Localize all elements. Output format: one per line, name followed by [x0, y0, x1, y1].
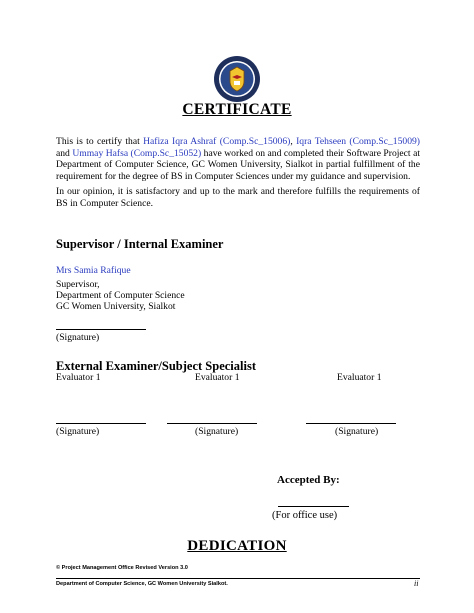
signature-label: (Signature) — [335, 426, 379, 437]
opinion-paragraph: In our opinion, it is satisfactory and up to the mark and therefore fulfills the requirements of BS in Computer Science. — [56, 186, 420, 209]
evaluator-label: Evaluator 1 — [195, 372, 240, 383]
certificate-title: CERTIFICATE — [182, 101, 292, 118]
certificate-paragraph — [56, 136, 420, 182]
signature-label: (Signature) — [56, 426, 100, 437]
dedication-wrap — [0, 537, 474, 555]
intro-text: have worked on and completed their Software Project at Department of Computer Science, GC Women University, Sialkot in partial fulfillment of the requirement for the degree of BS in Computer Sciences under my guidance and supervision. — [56, 147, 420, 182]
footer-department: Department of Computer Science, GC Women University Sialkot. — [56, 581, 228, 587]
footer-copyright: © Project Management Office Revised Version 3.0 — [56, 565, 188, 571]
supervisor-name: Mrs Samia Rafique — [56, 265, 131, 276]
intro-text: and — [56, 147, 70, 159]
signature-line — [56, 329, 146, 330]
separator-text: , — [290, 136, 297, 147]
evaluator-label: Evaluator 1 — [56, 372, 101, 383]
signature-line — [56, 423, 146, 424]
student-name: Hafiza Iqra Ashraf (Comp.Sc_15006) — [143, 136, 291, 147]
evaluator-label: Evaluator 1 — [337, 372, 382, 383]
intro-text: This is to certify that — [56, 136, 144, 147]
supervisor-heading: Supervisor / Internal Examiner — [56, 237, 224, 251]
signature-label: (Signature) — [56, 332, 100, 343]
supervisor-university: GC Women University, Sialkot — [56, 301, 176, 312]
student-name: Ummay Hafsa (Comp.Sc_15052) — [72, 147, 202, 159]
university-seal-icon — [213, 55, 261, 103]
supervisor-department: Department of Computer Science — [56, 290, 185, 301]
office-use-note: (For office use) — [272, 510, 338, 521]
signature-line — [306, 423, 396, 424]
signature-label: (Signature) — [195, 426, 239, 437]
page-number: ii — [414, 579, 419, 588]
external-heading: External Examiner/Subject Specialist — [56, 359, 256, 373]
accepted-by-label: Accepted By: — [277, 474, 340, 486]
student-name: Iqra Tehseen (Comp.Sc_15009) — [296, 136, 420, 147]
certificate-title-wrap — [0, 101, 474, 119]
office-signature-line — [278, 506, 349, 507]
signature-line — [167, 423, 257, 424]
supervisor-role: Supervisor, — [56, 279, 100, 290]
dedication-title: DEDICATION — [187, 538, 287, 554]
footer-rule — [56, 578, 420, 579]
